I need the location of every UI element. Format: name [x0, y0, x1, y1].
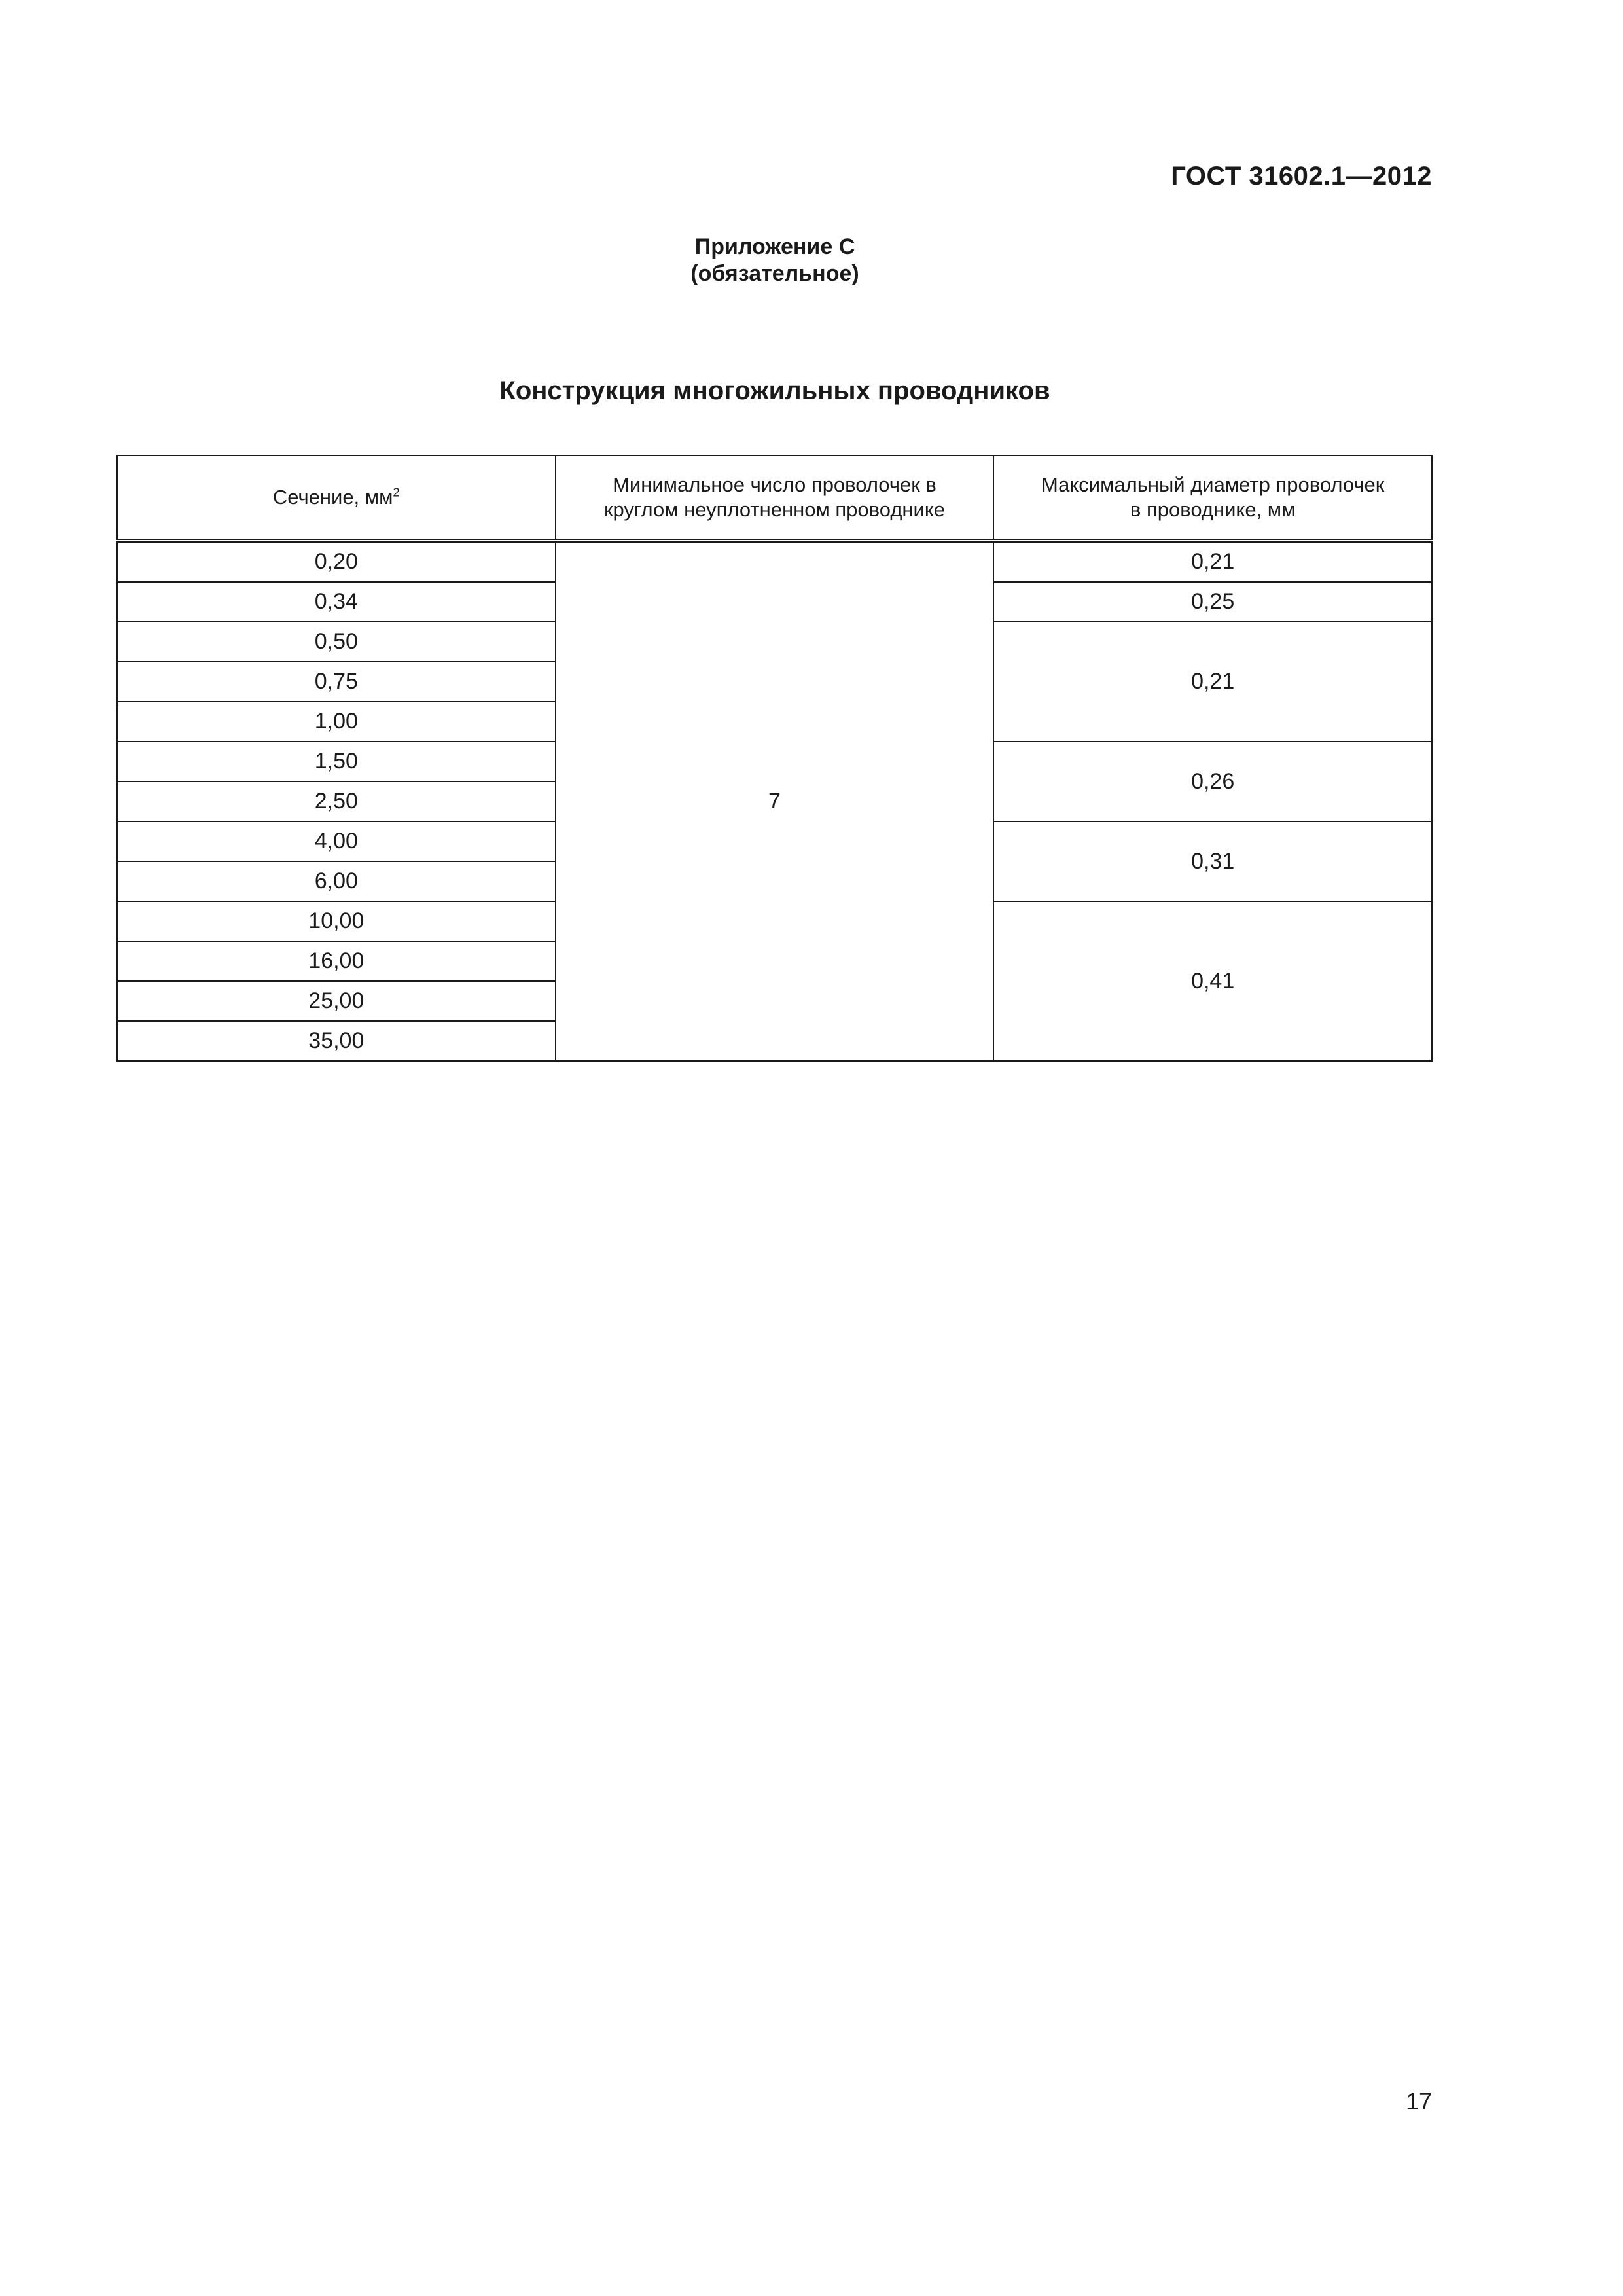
header-max-diameter [993, 456, 1432, 541]
section-cell: 0,34 [117, 582, 556, 622]
conductor-construction-table [116, 455, 1433, 1062]
section-cell: 1,00 [117, 702, 556, 742]
header-section-superscript: 2 [393, 485, 400, 499]
page-number: 17 [1405, 2088, 1432, 2115]
max-diameter-cell: 0,21 [993, 622, 1432, 742]
max-diameter-cell: 0,41 [993, 901, 1432, 1061]
section-cell: 1,50 [117, 742, 556, 781]
document-code: ГОСТ 31602.1—2012 [1171, 162, 1432, 190]
header-max-diameter-line1: Максимальный диаметр проволочек [1041, 473, 1385, 496]
section-cell: 35,00 [117, 1021, 556, 1061]
section-cell: 4,00 [117, 821, 556, 861]
min-wires-cell: 7 [556, 541, 994, 1061]
max-diameter-cell: 0,25 [993, 582, 1432, 622]
section-cell: 6,00 [117, 861, 556, 901]
appendix-title: Приложение С [694, 234, 855, 259]
header-max-diameter-line2: в проводнике, мм [1130, 498, 1296, 521]
section-cell: 2,50 [117, 781, 556, 821]
header-section-label: Сечение, мм [272, 486, 393, 509]
header-min-wires-line2: круглом неуплотненном проводнике [603, 498, 946, 521]
appendix-status: (обязательное) [690, 261, 859, 286]
section-cell: 25,00 [117, 981, 556, 1021]
table-header-row [117, 456, 1432, 541]
table-title: Конструкция многожильных проводников [499, 376, 1050, 405]
header-min-wires-line1: Минимальное число проволочек в [613, 473, 936, 496]
section-cell: 0,75 [117, 662, 556, 702]
section-cell: 0,50 [117, 622, 556, 662]
section-cell: 16,00 [117, 941, 556, 981]
max-diameter-cell: 0,31 [993, 821, 1432, 901]
appendix-heading [0, 234, 1550, 287]
table-row [117, 541, 1432, 582]
header-section [117, 456, 556, 541]
max-diameter-cell: 0,21 [993, 541, 1432, 582]
header-min-wires [556, 456, 994, 541]
max-diameter-cell: 0,26 [993, 742, 1432, 821]
section-cell: 0,20 [117, 541, 556, 582]
section-cell: 10,00 [117, 901, 556, 941]
